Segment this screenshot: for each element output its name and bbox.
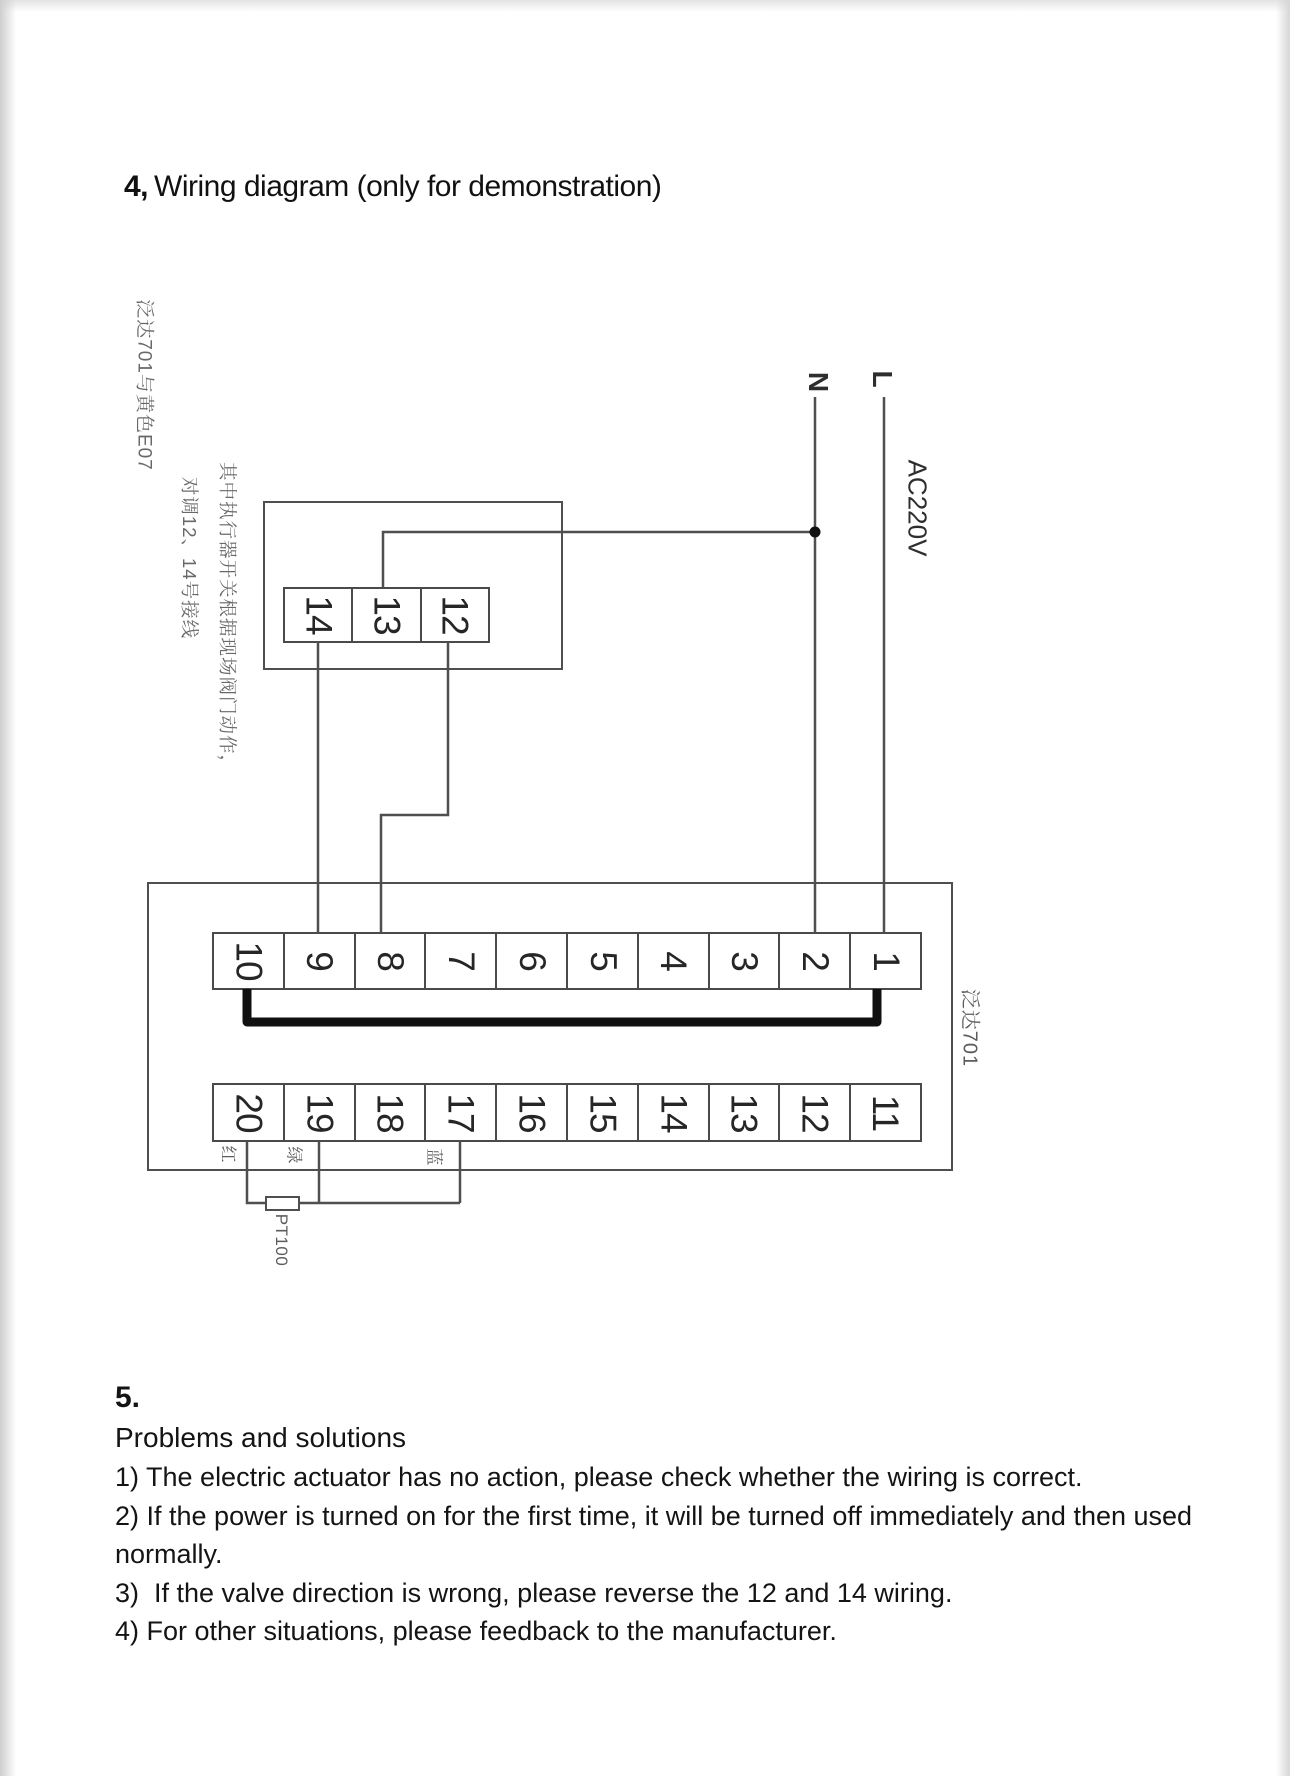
actuator-note-line2: 对调12、14号接线 [179, 476, 200, 640]
actuator-outline-box [263, 501, 563, 670]
terminal-number: 16 [511, 1092, 553, 1133]
list-item: 1) The electric actuator has no action, please check whether the wiring is correct. [115, 1462, 1083, 1492]
terminal-number: 14 [653, 1092, 695, 1133]
terminal-number: 4 [653, 951, 695, 971]
neutral-label: N [803, 371, 834, 393]
list-item: 4) For other situations, please feedback to the manufacturer. [115, 1616, 837, 1646]
section4-title [124, 170, 661, 204]
scan-edge-left [0, 0, 16, 1776]
terminal-4 [637, 932, 710, 990]
terminal-3 [708, 932, 781, 990]
terminal-number: 13 [366, 595, 408, 635]
section5-heading: Problems and solutions [115, 1422, 407, 1453]
terminal-14 [637, 1083, 710, 1142]
terminal-number: 12 [794, 1092, 836, 1133]
section4-title-text: Wiring diagram (only for demonstration) [154, 170, 662, 203]
scan-edge-right [1276, 0, 1290, 1776]
terminal-17 [424, 1083, 497, 1142]
terminal-number: 19 [299, 1092, 341, 1133]
terminal-number: 7 [440, 951, 482, 971]
terminal-number: 15 [582, 1092, 624, 1133]
controller-terminal-strip-upper [212, 932, 922, 990]
line-label: L [867, 370, 898, 388]
terminal-5 [566, 932, 639, 990]
terminal-number: 8 [369, 951, 411, 971]
actuator-note-line1: 其中执行器开关根据现场阀门动作， [217, 461, 238, 775]
terminal-number: 17 [440, 1092, 482, 1133]
terminal-number: 14 [298, 595, 340, 635]
terminal-19 [283, 1083, 356, 1142]
terminal-11 [849, 1083, 922, 1142]
side-note-vertical: 泛达701与黄色E07 [133, 299, 155, 471]
terminal-18 [354, 1083, 427, 1142]
terminal-16 [495, 1083, 568, 1142]
terminal-9 [283, 932, 356, 990]
junction-dot [810, 527, 821, 538]
section5-items [115, 1458, 1235, 1651]
section5 [115, 1378, 1235, 1651]
terminal-number: 5 [582, 951, 624, 971]
terminal-13 [708, 1083, 781, 1142]
terminal-number: 13 [723, 1092, 765, 1133]
green-wire-label: 绿 [284, 1146, 304, 1164]
terminal-12 [420, 587, 490, 643]
terminal-2 [778, 932, 851, 990]
blue-wire-label: 蓝 [424, 1148, 444, 1166]
terminal-number: 1 [865, 951, 907, 971]
terminal-1 [849, 932, 922, 990]
actuator-terminal-strip [283, 587, 490, 643]
terminal-13 [351, 587, 421, 643]
terminal-15 [566, 1083, 639, 1142]
terminal-14 [283, 587, 353, 643]
terminal-number: 20 [228, 1092, 270, 1133]
terminal-number: 12 [434, 595, 476, 635]
terminal-number: 6 [511, 951, 553, 971]
terminal-12 [778, 1083, 851, 1142]
red-wire-label: 红 [218, 1145, 238, 1163]
terminal-number: 2 [794, 951, 836, 971]
section4-number: 4, [124, 170, 149, 203]
ac220v-label: AC220V [902, 459, 933, 557]
terminal-10 [212, 932, 285, 990]
scan-edge-top [0, 0, 1290, 12]
terminal-7 [424, 932, 497, 990]
list-item: 2) If the power is turned on for the first time, it will be turned off immediately and then used normally. [115, 1500, 1200, 1569]
section5-number: 5. [115, 1381, 141, 1414]
device-label-fanda701: 泛达701 [958, 988, 981, 1068]
pt100-resistor [265, 1196, 300, 1211]
terminal-number: 9 [299, 951, 341, 971]
terminal-number: 3 [723, 951, 765, 971]
pt100-label: PT100 [272, 1213, 291, 1267]
terminal-number: 10 [228, 941, 270, 981]
terminal-number: 11 [865, 1094, 907, 1131]
terminal-8 [354, 932, 427, 990]
terminal-6 [495, 932, 568, 990]
list-item: 3) If the valve direction is wrong, please reverse the 12 and 14 wiring. [115, 1577, 953, 1608]
controller-terminal-strip-lower [212, 1083, 922, 1142]
terminal-number: 18 [369, 1092, 411, 1133]
terminal-20 [212, 1083, 285, 1142]
